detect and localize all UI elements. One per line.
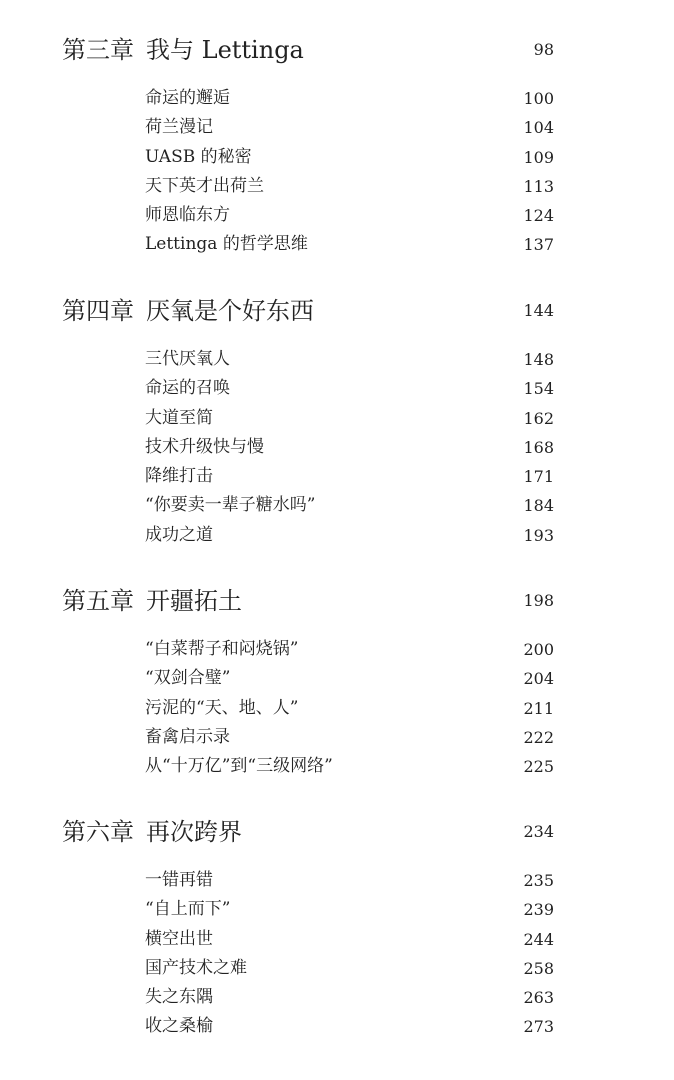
entry-title: 荷兰漫记 [145,117,213,138]
entry-title: 降维打击 [145,466,213,487]
toc-entry[interactable] [0,84,674,113]
entry-title: 横空出世 [145,928,213,949]
entry-title: 国产技术之难 [145,957,247,978]
chapter-number: 第三章 [62,36,134,64]
entry-list [0,345,674,550]
toc-entry[interactable] [0,143,674,172]
entry-page-number: 222 [523,727,554,747]
toc-entry[interactable] [0,404,674,433]
chapter-number: 第五章 [62,587,134,615]
chapter-page-number: 144 [523,301,554,320]
chapter-number: 第六章 [62,818,134,846]
entry-page-number: 235 [523,871,554,890]
chapter-page-number: 198 [523,591,554,610]
entry-title: 命运的召唤 [145,378,230,399]
chapter-title: 再次跨界 [146,818,242,846]
chapter-heading[interactable] [0,291,674,331]
entry-page-number: 225 [523,757,554,777]
toc-entry[interactable] [0,752,674,781]
entry-page-number: 168 [523,437,554,457]
chapter-heading[interactable] [0,581,674,621]
entry-title: Lettinga 的哲学思维 [145,234,308,255]
entry-page-number: 171 [523,467,554,487]
entry-page-number: 124 [523,206,554,226]
toc-entry[interactable] [0,925,674,954]
entry-title: 师恩临东方 [145,205,230,226]
entry-title: 收之桑榆 [145,1016,213,1037]
chapter-section [0,291,674,550]
entry-title: “双剑合璧” [145,668,231,689]
chapter-title: 我与 Lettinga [146,36,304,64]
toc-entry[interactable] [0,866,674,895]
entry-page-number: 258 [523,958,554,978]
entry-title: 从“十万亿”到“三级网络” [145,756,333,777]
toc-entry[interactable] [0,983,674,1012]
toc-entry[interactable] [0,635,674,664]
chapter-heading[interactable] [0,30,674,70]
toc-entry[interactable] [0,1012,674,1041]
toc-entry[interactable] [0,954,674,983]
entry-page-number: 100 [523,89,554,108]
toc-entry[interactable] [0,374,674,403]
toc-entry[interactable] [0,113,674,142]
toc-entry[interactable] [0,433,674,462]
chapter-section [0,581,674,781]
entry-list [0,84,674,260]
toc-entry[interactable] [0,694,674,723]
toc-entry[interactable] [0,895,674,924]
entry-title: 技术升级快与慢 [145,436,264,457]
entry-page-number: 104 [523,118,554,138]
chapter-page-number: 98 [533,40,554,59]
toc-entry[interactable] [0,201,674,230]
entry-list [0,866,674,1042]
entry-title: “自上而下” [145,899,231,920]
chapter-page-number: 234 [523,822,554,841]
entry-title: “白菜帮子和闷烧锅” [145,639,299,659]
entry-page-number: 211 [523,698,554,718]
entry-title: UASB 的秘密 [145,146,252,167]
entry-title: “你要卖一辈子糖水吗” [145,495,316,516]
entry-title: 畜禽启示录 [145,726,230,747]
toc-entry[interactable] [0,172,674,201]
entry-page-number: 204 [523,669,554,689]
toc-entry[interactable] [0,491,674,520]
entry-list [0,635,674,781]
entry-title: 天下英才出荷兰 [145,175,264,196]
entry-page-number: 239 [523,900,554,920]
chapter-section [0,30,674,260]
entry-page-number: 148 [523,350,554,369]
entry-page-number: 154 [523,379,554,399]
chapter-heading[interactable] [0,812,674,852]
toc-entry[interactable] [0,521,674,550]
entry-page-number: 273 [523,1017,554,1037]
entry-title: 污泥的“天、地、人” [145,697,299,718]
entry-page-number: 244 [523,929,554,949]
entry-title: 一错再错 [145,870,213,890]
toc-entry[interactable] [0,664,674,693]
entry-page-number: 193 [523,525,554,545]
toc-entry[interactable] [0,230,674,259]
entry-title: 失之东隅 [145,987,213,1008]
entry-page-number: 184 [523,496,554,516]
toc-entry[interactable] [0,462,674,491]
toc-entry[interactable] [0,345,674,374]
entry-page-number: 113 [523,176,554,196]
entry-page-number: 200 [523,640,554,659]
entry-title: 三代厌氧人 [145,349,230,369]
chapter-number: 第四章 [62,297,134,325]
entry-page-number: 109 [523,147,554,167]
chapter-section [0,812,674,1042]
toc-entry[interactable] [0,723,674,752]
entry-title: 成功之道 [145,524,213,545]
entry-title: 大道至简 [145,407,213,428]
chapter-title: 开疆拓土 [146,587,242,615]
entry-page-number: 137 [523,235,554,255]
entry-page-number: 162 [523,408,554,428]
chapter-title: 厌氧是个好东西 [146,297,314,325]
entry-page-number: 263 [523,988,554,1008]
entry-title: 命运的邂逅 [145,88,230,108]
